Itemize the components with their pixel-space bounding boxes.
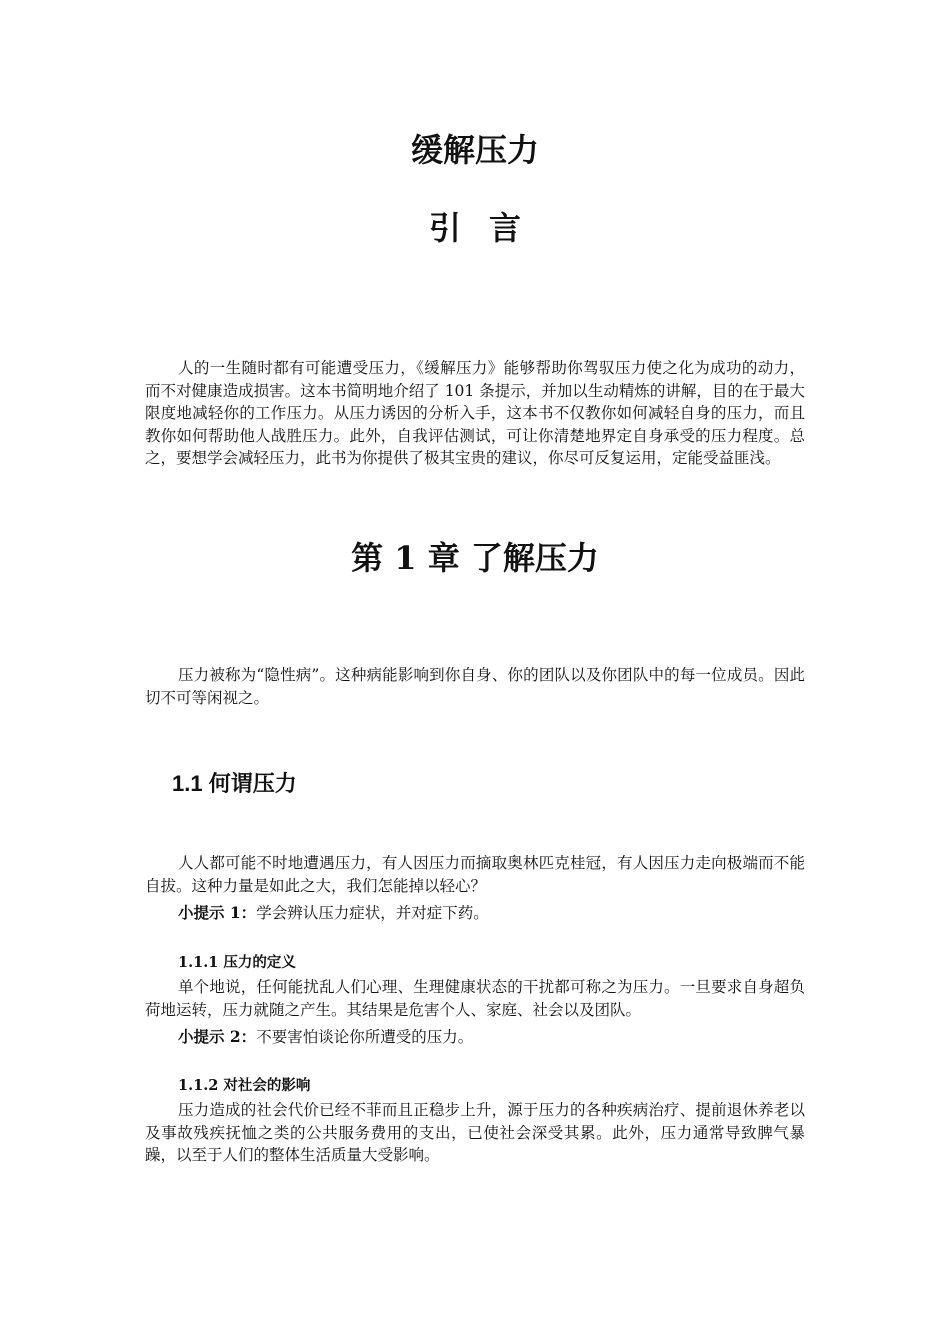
tip-2-label: 小提示 2： — [178, 1027, 257, 1046]
section-title-1-1: 1.1 何谓压力 — [172, 771, 297, 796]
book-title: 缓解压力 — [410, 131, 539, 169]
subsection-title-1-1-2: 1.1.2 对社会的影响 — [178, 1077, 311, 1094]
section-1-1-1-paragraph: 单个地说，任何能扰乱人们心理、生理健康状态的干扰都可称之为压力。一旦要求自身超负荷地运转，压力就随之产生。其结果是危害个人、家庭、社会以及团队。 — [145, 978, 805, 1019]
subsection-title-1-1-1: 1.1.1 压力的定义 — [178, 954, 296, 971]
tip-1-label: 小提示 1： — [178, 903, 257, 922]
intro-heading: 引言 — [428, 209, 549, 247]
tip-2-text: 不要害怕谈论你所遭受的压力。 — [256, 1028, 474, 1046]
intro-paragraph: 人的一生随时都有可能遭受压力，《缓解压力》能够帮助你驾驭压力使之化为成功的动力，而不对健康造成损害。这本书简明地介绍了 101 条提示，并加以生动精炼的讲解，目的在于最大限度地减轻你的工作压力。从压力诱因的分析入手，这本书不仅教你如何减轻自身的压力，而且教你如何帮助他人战胜压力。此外，自我评估测试，可让你清楚地界定自身承受的压力程度。总之，要想学会减轻压力，此书为你提供了极其宝贵的建议，你尽可反复运用，定能受益匪浅。 — [145, 359, 805, 468]
chapter-title: 第 1 章 了解压力 — [351, 539, 599, 577]
section-1-1-paragraph: 人人都可能不时地遭遇压力，有人因压力而摘取奥林匹克桂冠，有人因压力走向极端而不能自拔。这种力量是如此之大，我们怎能掉以轻心？ — [145, 854, 805, 895]
chapter-intro-paragraph: 压力被称为“隐性病”。这种病能影响到你自身、你的团队以及你团队中的每一位成员。因此切不可等闲视之。 — [145, 666, 805, 707]
section-1-1-2-paragraph: 压力造成的社会代价已经不菲而且正稳步上升，源于压力的各种疾病治疗、提前退休养老以及事故残疾抚恤之类的公共服务费用的支出，已使社会深受其累。此外，压力通常导致脾气暴躁，以至于人们的整体生活质量大受影响。 — [145, 1101, 805, 1165]
tip-2 — [178, 1026, 473, 1048]
tip-1-text: 学会辨认压力症状，并对症下药。 — [256, 904, 489, 922]
tip-1 — [178, 902, 489, 924]
